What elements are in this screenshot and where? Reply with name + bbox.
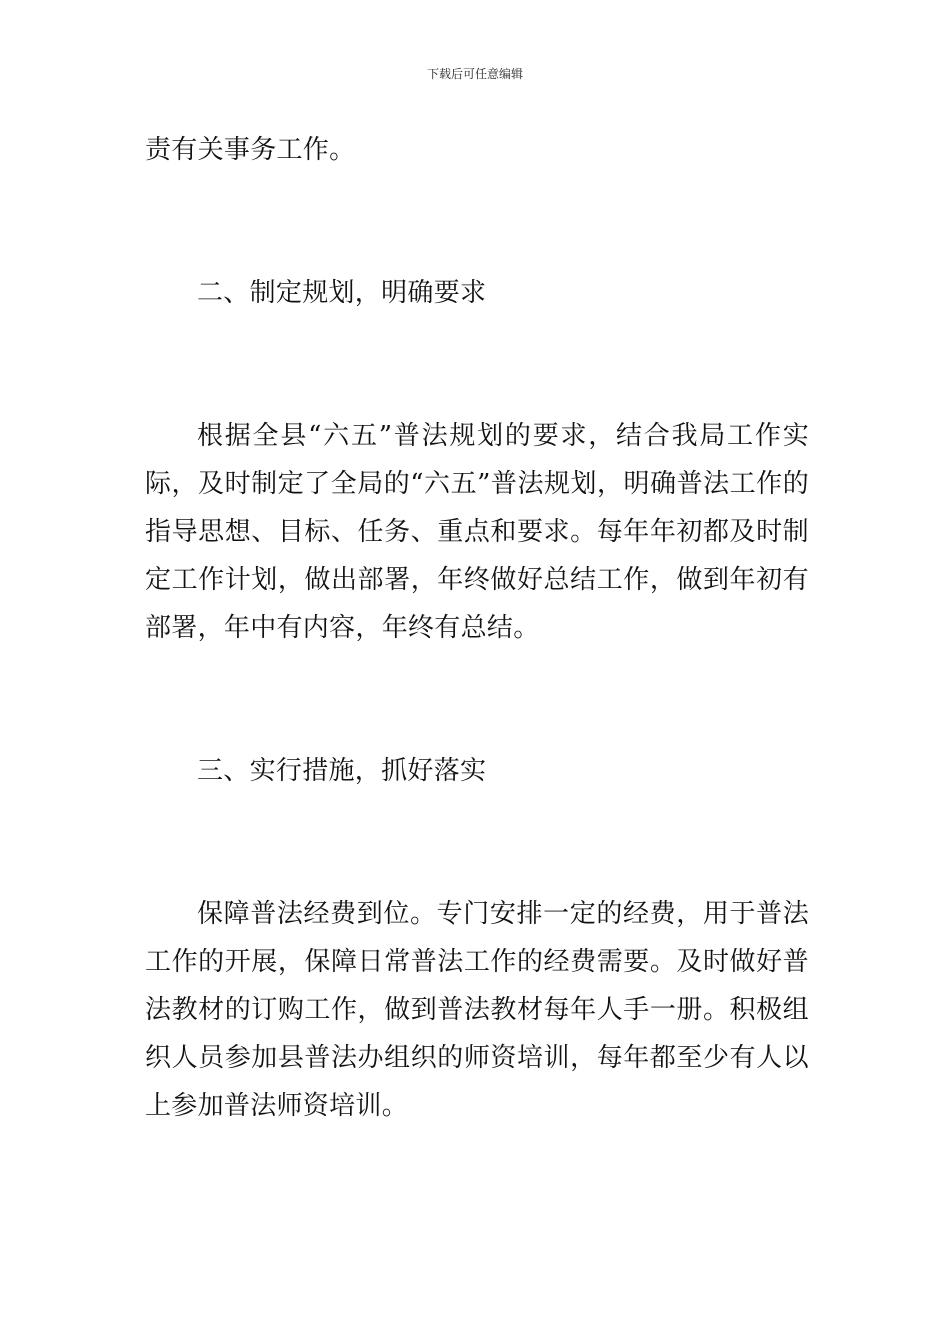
page-header-note: 下载后可任意编辑 bbox=[426, 67, 523, 81]
paragraph-continuation: 责有关事务工作。 bbox=[145, 135, 356, 165]
paragraph-spacer bbox=[145, 652, 809, 747]
paragraph-planning: 根据全县“六五”普法规划的要求，结合我局工作实际，及时制定了全局的“六五”普法规划，明确普法工作的指导思想、目标、任务、重点和要求。每年年初都及时制定工作计划，做出部署，年终做好总结工作，做到年初有部署，年中有内容，年终有总结。 bbox=[145, 421, 809, 643]
paragraph-spacer bbox=[145, 174, 809, 269]
document-body bbox=[145, 126, 809, 1130]
section-heading-three: 三、实行措施，抓好落实 bbox=[197, 756, 487, 786]
paragraph-spacer bbox=[145, 317, 809, 412]
section-heading-two: 二、制定规划，明确要求 bbox=[197, 278, 487, 308]
paragraph-funding: 保障普法经费到位。专门安排一定的经费，用于普法工作的开展，保障日常普法工作的经费需要。及时做好普法教材的订购工作，做到普法教材每年人手一册。积极组织人员参加县普法办组织的师资培训，每年都至少有人以上参加普法师资培训。 bbox=[145, 899, 809, 1121]
paragraph-spacer bbox=[145, 795, 809, 890]
